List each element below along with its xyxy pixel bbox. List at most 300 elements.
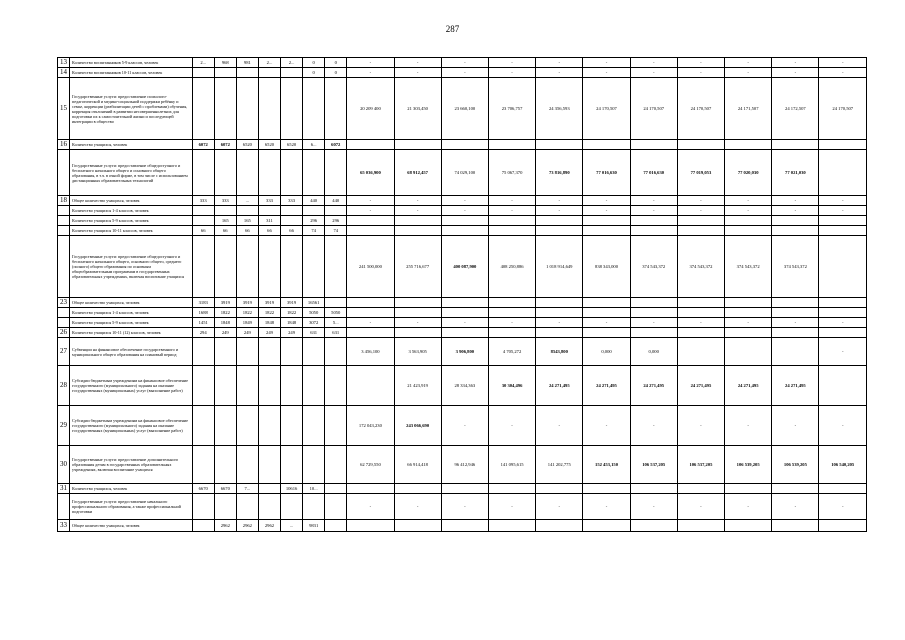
table-cell: 1848 [258, 318, 280, 328]
table-cell [214, 494, 236, 520]
table-cell: 1688 [192, 308, 214, 318]
table-cell: - [583, 494, 630, 520]
table-cell: - [677, 318, 724, 328]
table-cell: - [441, 68, 488, 78]
table-row [58, 78, 867, 140]
table-cell: 631 [303, 328, 325, 338]
table-cell: - [536, 58, 583, 68]
table-cell [192, 216, 214, 226]
table-cell: 1822 [281, 308, 303, 318]
table-cell: 1 018 914,649 [536, 236, 583, 298]
table-cell: - [488, 196, 535, 206]
table-cell [394, 216, 441, 226]
table-cell [677, 484, 724, 494]
table-cell [236, 236, 258, 298]
table-cell [819, 140, 867, 150]
table-cell [772, 140, 819, 150]
table-cell: 243 066,690 [394, 406, 441, 446]
table-cell: 106 540,205 [819, 446, 867, 484]
row-number: 26 [58, 328, 70, 338]
table-cell: 374 543,372 [772, 236, 819, 298]
table-cell: 2... [281, 58, 303, 68]
table-cell: - [394, 58, 441, 68]
table-cell: 73 816,890 [536, 150, 583, 196]
row-description: Субвенции на финансовое обеспечение государственного и муниципального общего образования на плановый период [70, 338, 193, 366]
table-row [58, 520, 867, 532]
table-cell [536, 308, 583, 318]
table-cell [725, 338, 772, 366]
table-cell: 24 171,507 [725, 78, 772, 140]
table-cell [441, 298, 488, 308]
table-cell: - [630, 58, 677, 68]
table-cell [303, 78, 325, 140]
table-cell: - [583, 206, 630, 216]
table-cell [214, 446, 236, 484]
table-cell: 1849 [236, 318, 258, 328]
table-cell: - [488, 68, 535, 78]
table-row [58, 494, 867, 520]
table-cell: - [394, 318, 441, 328]
table-cell [488, 520, 535, 532]
table-cell: 24 170,507 [630, 78, 677, 140]
table-cell [772, 226, 819, 236]
table-cell: 241 500,000 [347, 236, 394, 298]
table-cell [630, 140, 677, 150]
table-cell [236, 494, 258, 520]
table-cell [536, 226, 583, 236]
table-cell [325, 338, 347, 366]
table-cell: - [583, 196, 630, 206]
table-cell [347, 328, 394, 338]
table-cell: 106 537,205 [630, 446, 677, 484]
row-description: Общее количество учащихся, человек [70, 298, 193, 308]
table-cell: - [488, 494, 535, 520]
table-cell [488, 140, 535, 150]
table-cell: 24 271,495 [677, 366, 724, 406]
table-cell [281, 150, 303, 196]
table-cell [677, 298, 724, 308]
row-description: Субсидии бюджетным учреждениям на финансовое обеспечение государственного (муниципального) задания на оказание государственных (муниципальных) услуг (выполнение работ) [70, 366, 193, 406]
table-cell: - [725, 206, 772, 216]
row-number [58, 206, 70, 216]
table-cell: - [630, 206, 677, 216]
table-cell: - [347, 196, 394, 206]
table-cell: 66 [281, 226, 303, 236]
table-cell [583, 308, 630, 318]
table-cell: - [536, 494, 583, 520]
table-cell [488, 484, 535, 494]
table-cell: - [536, 68, 583, 78]
table-cell: - [772, 318, 819, 328]
data-table [57, 57, 867, 532]
table-cell: 2962 [214, 520, 236, 532]
row-number: 15 [58, 78, 70, 140]
table-cell [303, 150, 325, 196]
table-cell [325, 446, 347, 484]
table-cell: 374 543,372 [725, 236, 772, 298]
table-cell: 1848 [214, 318, 236, 328]
table-cell: - [441, 206, 488, 216]
table-cell: 3919 [258, 298, 280, 308]
table-cell: 75 067,370 [488, 150, 535, 196]
table-cell [819, 366, 867, 406]
table-cell: - [819, 58, 867, 68]
table-cell [488, 216, 535, 226]
table-cell [772, 328, 819, 338]
table-cell [677, 216, 724, 226]
table-cell: - [630, 68, 677, 78]
table-cell [772, 520, 819, 532]
row-number [58, 216, 70, 226]
table-cell: - [347, 494, 394, 520]
table-cell [394, 298, 441, 308]
table-cell [214, 366, 236, 406]
table-cell: 6072 [192, 140, 214, 150]
table-cell: 24 271,495 [583, 366, 630, 406]
table-cell [772, 308, 819, 318]
row-description: Количество учащихся 5-9 классов, человек [70, 216, 193, 226]
table-cell [325, 78, 347, 140]
table-cell [192, 494, 214, 520]
table-cell [441, 140, 488, 150]
table-cell: 3 906,800 [441, 338, 488, 366]
table-row [58, 58, 867, 68]
table-cell: 10... [303, 484, 325, 494]
table-cell [347, 520, 394, 532]
table-cell [214, 236, 236, 298]
table-cell [630, 226, 677, 236]
table-cell: 1822 [258, 308, 280, 318]
table-cell: 0 [303, 68, 325, 78]
table-cell: 0,000 [583, 338, 630, 366]
row-description: Государственные услуги: предоставление дополнительного образования детям в государственных образовательных учреждениях, включая воспитание учащихся [70, 446, 193, 484]
row-description: Количество учащихся 5-9 классов, человек [70, 318, 193, 328]
table-cell: - [677, 406, 724, 446]
table-cell: 106 539,205 [772, 446, 819, 484]
table-cell [258, 406, 280, 446]
table-cell: 1822 [214, 308, 236, 318]
table-cell [281, 406, 303, 446]
table-cell: 249 [258, 328, 280, 338]
table-cell [303, 366, 325, 406]
table-cell [325, 236, 347, 298]
row-number: 23 [58, 298, 70, 308]
table-cell [725, 520, 772, 532]
table-cell: - [394, 206, 441, 216]
table-cell [192, 446, 214, 484]
table-cell: 2962 [258, 520, 280, 532]
table-cell [630, 484, 677, 494]
table-cell: - [725, 318, 772, 328]
row-description: Количество учащихся 1-4 классов, человек [70, 308, 193, 318]
table-cell [236, 68, 258, 78]
table-cell [583, 140, 630, 150]
table-cell [488, 226, 535, 236]
table-cell: - [819, 196, 867, 206]
table-cell [325, 406, 347, 446]
table-row [58, 406, 867, 446]
table-cell: 106 537,205 [677, 446, 724, 484]
table-cell: - [819, 406, 867, 446]
table-cell [441, 308, 488, 318]
table-row [58, 308, 867, 318]
table-cell: 4 705,272 [488, 338, 535, 366]
table-cell [441, 216, 488, 226]
table-cell: 77 021,030 [772, 150, 819, 196]
row-description: Государственные услуги: предоставление общедоступного и бесплатного начального общего и основного общего образования, в т.ч. в очной форме, в том числе с использованием дистанционных образовательных технологий [70, 150, 193, 196]
table-cell: 30 304,496 [488, 366, 535, 406]
table-cell: - [441, 406, 488, 446]
table-cell: 3919 [281, 298, 303, 308]
table-cell [772, 298, 819, 308]
table-cell: 66 [236, 226, 258, 236]
row-description: Государственные услуги: предоставление начального профессионального образования, а также профессиональной подготовки [70, 494, 193, 520]
table-cell [441, 520, 488, 532]
table-cell: 65 036,900 [347, 150, 394, 196]
table-cell [819, 520, 867, 532]
table-cell: - [677, 68, 724, 78]
table-cell: 5050 [325, 308, 347, 318]
table-cell: - [488, 58, 535, 68]
table-cell [325, 206, 347, 216]
table-cell: 66 914,418 [394, 446, 441, 484]
table-cell [677, 328, 724, 338]
table-cell: 0 [325, 58, 347, 68]
table-cell [394, 520, 441, 532]
table-cell: 7... [236, 484, 258, 494]
row-description: Субсидии бюджетным учреждениям на финансовое обеспечение государственного (муниципального) задания на оказание государственных (муниципальных) услуг (выполнение работ) [70, 406, 193, 446]
table-cell [347, 298, 394, 308]
table-cell: - [583, 58, 630, 68]
table-cell: 6520 [258, 140, 280, 150]
table-cell [630, 328, 677, 338]
table-cell [258, 236, 280, 298]
table-cell [281, 338, 303, 366]
table-cell: - [583, 406, 630, 446]
table-cell: - [441, 318, 488, 328]
table-cell [536, 484, 583, 494]
table-cell [303, 206, 325, 216]
row-number: 28 [58, 366, 70, 406]
table-cell [394, 308, 441, 318]
row-description: Количество учащихся, человек [70, 140, 193, 150]
table-cell: - [677, 58, 724, 68]
table-cell [394, 140, 441, 150]
table-cell: 0 [303, 58, 325, 68]
row-number [58, 494, 70, 520]
table-cell: - [630, 196, 677, 206]
table-cell: - [677, 206, 724, 216]
table-cell [258, 68, 280, 78]
table-cell [772, 216, 819, 226]
table-cell: - [725, 196, 772, 206]
table-cell: - [441, 196, 488, 206]
table-cell: 294 [192, 328, 214, 338]
table-cell: 6072 [325, 140, 347, 150]
table-cell: 3072 [303, 318, 325, 328]
table-cell: 3 563,905 [394, 338, 441, 366]
table-cell: 333 [214, 196, 236, 206]
table-cell [214, 68, 236, 78]
row-description: Количество учащихся, человек [70, 484, 193, 494]
table-cell [192, 236, 214, 298]
table-cell: - [772, 406, 819, 446]
table-cell [725, 216, 772, 226]
table-cell: 296 [303, 216, 325, 226]
row-number [58, 236, 70, 298]
table-cell [394, 226, 441, 236]
table-cell [214, 338, 236, 366]
row-description: Общее количество учащихся, человек [70, 520, 193, 532]
table-cell [192, 520, 214, 532]
table-cell [347, 308, 394, 318]
table-cell: 374 543,372 [630, 236, 677, 298]
table-cell: 8543,800 [536, 338, 583, 366]
table-cell: 24 356,593 [536, 78, 583, 140]
row-description: Государственные услуги: предоставление психолого-педагогической и медико-социальной поддержки ребёнку и семье, коррекции (реабилитации детей с проблемами) обучения, коррекция отклонений в развитии несовершеннолетних для подготовки их к самостоятельной жизни и последующей интеграции в общество [70, 78, 193, 140]
table-cell: 77 016,630 [630, 150, 677, 196]
table-cell [819, 236, 867, 298]
table-cell: ... [281, 520, 303, 532]
table-cell: 5050 [303, 308, 325, 318]
table-cell: 249 [236, 328, 258, 338]
table-cell: - [583, 68, 630, 78]
table-cell [583, 298, 630, 308]
table-cell: - [819, 494, 867, 520]
table-cell [236, 150, 258, 196]
table-cell [772, 484, 819, 494]
table-cell: 24 170,507 [583, 78, 630, 140]
table-cell: 24 271,495 [772, 366, 819, 406]
table-cell [258, 78, 280, 140]
table-cell: 172 043,230 [347, 406, 394, 446]
table-cell: 333 [258, 196, 280, 206]
table-cell: 16561 [303, 298, 325, 308]
row-number [58, 318, 70, 328]
table-cell: - [819, 318, 867, 328]
table-cell: 28 334,363 [441, 366, 488, 406]
table-cell [630, 520, 677, 532]
row-number [58, 308, 70, 318]
table-cell [630, 308, 677, 318]
row-number: 31 [58, 484, 70, 494]
row-description: Государственные услуги: предоставление общедоступного и бесплатного начального общего, основного общего, среднего (полного) общего образования по основным общеобразовательным программам в государственных образовательных учреждениях, включая воспитание учащихся [70, 236, 193, 298]
row-number [58, 150, 70, 196]
row-number: 18 [58, 196, 70, 206]
table-cell: - [347, 206, 394, 216]
table-cell: - [394, 68, 441, 78]
table-cell: 3919 [214, 298, 236, 308]
table-row [58, 446, 867, 484]
table-cell: 152 453,150 [583, 446, 630, 484]
table-cell: - [536, 206, 583, 216]
table-cell [192, 206, 214, 216]
table-cell [819, 328, 867, 338]
table-cell: - [488, 406, 535, 446]
table-cell: 3183 [192, 298, 214, 308]
table-row [58, 236, 867, 298]
table-cell [583, 328, 630, 338]
table-cell [281, 68, 303, 78]
table-row [58, 68, 867, 78]
table-row [58, 140, 867, 150]
table-cell: 255 716,677 [394, 236, 441, 298]
table-cell [725, 298, 772, 308]
table-cell [281, 366, 303, 406]
table-cell: - [819, 206, 867, 216]
table-cell: 440 [303, 196, 325, 206]
table-cell: 0 [325, 68, 347, 78]
table-cell [236, 206, 258, 216]
table-cell: - [536, 318, 583, 328]
table-cell: - [772, 494, 819, 520]
table-cell: 24 271,495 [725, 366, 772, 406]
table-cell: 21 423,919 [394, 366, 441, 406]
table-cell: 77 016,630 [583, 150, 630, 196]
table-row [58, 150, 867, 196]
table-cell [281, 206, 303, 216]
table-cell: 311 [258, 216, 280, 226]
table-cell [819, 216, 867, 226]
table-cell [488, 298, 535, 308]
table-cell: 2... [258, 58, 280, 68]
table-cell: - [677, 494, 724, 520]
table-cell: 1451 [192, 318, 214, 328]
row-number [58, 226, 70, 236]
table-cell: - [583, 318, 630, 328]
table-cell: 1822 [236, 308, 258, 318]
table-cell: 400 087,900 [441, 236, 488, 298]
table-cell [819, 226, 867, 236]
table-row [58, 298, 867, 308]
table-cell [677, 520, 724, 532]
row-number: 16 [58, 140, 70, 150]
table-cell: 981 [236, 58, 258, 68]
table-cell [347, 484, 394, 494]
table-cell [725, 484, 772, 494]
table-row [58, 226, 867, 236]
table-cell [347, 366, 394, 406]
table-cell: - [772, 206, 819, 216]
table-cell [258, 206, 280, 216]
table-cell [488, 308, 535, 318]
table-cell: 24 170,507 [819, 78, 867, 140]
table-cell [725, 328, 772, 338]
table-cell: 2962 [236, 520, 258, 532]
table-cell: 333 [192, 196, 214, 206]
table-cell [725, 308, 772, 318]
table-cell [819, 150, 867, 196]
table-cell: 249 [214, 328, 236, 338]
table-cell: 74 029,100 [441, 150, 488, 196]
table-cell: ... [236, 196, 258, 206]
table-cell: 408 250,886 [488, 236, 535, 298]
table-cell: 10616 [281, 484, 303, 494]
table-cell [214, 206, 236, 216]
table-cell: 24 271,495 [630, 366, 677, 406]
table-cell [192, 68, 214, 78]
table-cell: 141 202,775 [536, 446, 583, 484]
table-cell: - [488, 206, 535, 216]
row-number: 27 [58, 338, 70, 366]
table-cell: 1848 [281, 318, 303, 328]
table-cell [325, 494, 347, 520]
table-cell [394, 328, 441, 338]
table-cell: - [725, 68, 772, 78]
table-cell [214, 406, 236, 446]
table-cell [236, 338, 258, 366]
table-cell [677, 338, 724, 366]
